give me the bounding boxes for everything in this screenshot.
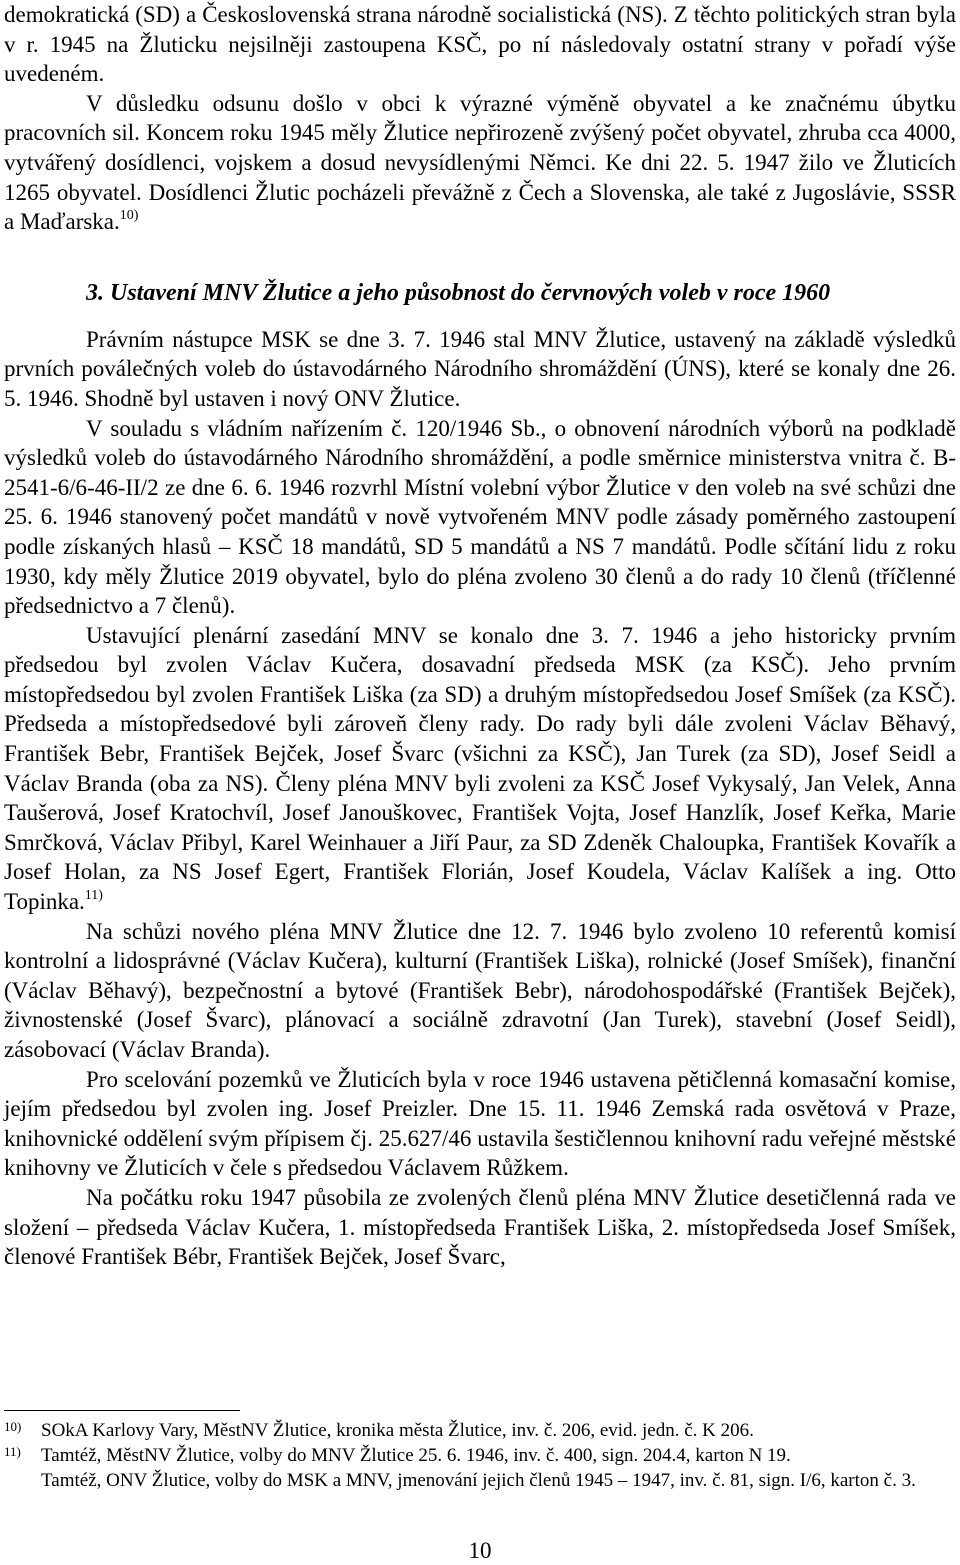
footnote-11-text: Tamtéž, MěstNV Žlutice, volby do MNV Žlutice 25. 6. 1946, inv. č. 400, sign. 204.4, karton N 19. (41, 1445, 791, 1466)
paragraph-5 (4, 621, 956, 917)
heading-spacer (4, 309, 956, 325)
paragraph-2 (4, 89, 956, 237)
footnote-11-number: 11) (4, 1444, 21, 1459)
footnotes (4, 1418, 956, 1493)
footnote-ref-10[interactable]: 10) (119, 208, 139, 224)
paragraph-4-text: V souladu s vládním nařízením č. 120/1946 Sb., o obnovení národních výborů na podkladě výsledků voleb do ústavodárného Národního shromáždění, a podle směrnice ministerstva vnitra č. B-2541-6/6-46-II/2 ze dne 6. 6. 1946 rozvrhl Místní volební výbor Žlutice v den voleb na své schůzi dne 25. 6. 1946 stanovený počet mandátů v nově vytvořeném MNV podle zásady poměrného zastoupení podle získaných hlasů – KSČ 18 mandátů, SD 5 mandátů a NS 7 mandátů. Podle sčítání lidu z roku 1930, kdy měly Žlutice 2019 obyvatel, bylo do pléna zvoleno 30 členů a do rady 10 členů (tříčlenné předsednictvo a 7 členů). (4, 415, 956, 619)
paragraph-1-text: demokratická (SD) a Československá strana národně socialistická (NS). Z těchto politických stran byla v r. 1945 na Žluticku nejsilněji zastoupena KSČ, po ní následovaly ostatní strany v pořadí výše uvedeném. (4, 2, 956, 87)
paragraph-7-text: Pro scelování pozemků ve Žluticích byla v roce 1946 ustavena pětičlenná komasační komise, jejím předsedou byl zvolen ing. Josef Preizler. Dne 15. 11. 1946 Zemská rada osvětová v Praze, knihovnické oddělení svým přípisem čj. 25.627/46 ustavila šestičlennou knihovní radu veřejné městské knihovny ve Žluticích v čele s předsedou Václavem Růžkem. (4, 1066, 956, 1181)
footnote-ref-11[interactable]: 11) (84, 888, 103, 904)
footnote-10-number: 10) (4, 1419, 22, 1434)
footnote-divider (4, 1410, 240, 1411)
footnote-11-text-continued: Tamtéž, ONV Žlutice, volby do MSK a MNV, jmenování jejich členů 1945 – 1947, inv. č. 81, sign. I/6, karton č. 3. (41, 1470, 916, 1491)
body-text (4, 0, 956, 1272)
section-heading: 3. Ustavení MNV Žlutice a jeho působnost do červnových voleb v roce 1960 (86, 279, 831, 306)
paragraph-3 (4, 325, 956, 414)
paragraph-6 (4, 917, 956, 1065)
paragraph-5-text: Ustavující plenární zasedání MNV se konalo dne 3. 7. 1946 a jeho historicky prvním předsedou byl zvolen Václav Kučera, dosavadní předseda MSK (za KSČ). Jeho prvním místopředsedou byl zvolen František Liška (za SD) a druhým místopředsedou Josef Smíšek (za KSČ). Předseda a místopředsedové byli zároveň členy rady. Do rady byli dále zvoleni Václav Běhavý, František Bebr, František Bejček, Josef Švarc (všichni za KSČ), Jan Turek (za SD), Josef Seidl a Václav Branda (oba za NS). Členy pléna MNV byli zvoleni za KSČ Josef Vykysalý, Jan Velek, Anna Taušerová, Josef Kratochvíl, Josef Janouškovec, František Vojta, Josef Hanzlík, Josef Keřka, Marie Smrčková, Václav Přibyl, Karel Weinhauer a Jiří Paur, za SD Zdeněk Chaloupka, František Kovařík a Josef Holan, za NS Josef Egert, František Florián, Josef Koudela, Václav Kalíšek a ing. Otto Topinka. (4, 622, 956, 915)
paragraph-4 (4, 414, 956, 621)
paragraph-2-text: V důsledku odsunu došlo v obci k výrazné výměně obyvatel a ke značnému úbytku pracovních sil. Koncem roku 1945 měly Žlutice nepřirozeně zvýšený počet obyvatel, zhruba cca 4000, vytvářený dosídlenci, vojskem a dosud nevysídlenými Němci. Ke dni 22. 5. 1947 žilo ve Žluticích 1265 obyvatel. Dosídlenci Žlutic pocházeli převážně z Čech a Slovenska, ale také z Jugoslávie, SSSR a Maďarska. (4, 90, 956, 235)
paragraph-7 (4, 1065, 956, 1183)
footnote-10 (4, 1418, 956, 1443)
section-spacer (4, 237, 956, 277)
paragraph-8 (4, 1183, 956, 1272)
paragraph-8-text: Na počátku roku 1947 působila ze zvolených členů pléna MNV Žlutice desetičlenná rada ve složení – předseda Václav Kučera, 1. místopředseda František Liška, 2. místopředseda Josef Smíšek, členové František Bébr, František Bejček, Josef Švarc, (4, 1184, 956, 1270)
paragraph-3-text: Právním nástupce MSK se dne 3. 7. 1946 stal MNV Žlutice, ustavený na základě výsledků prvních poválečných voleb do ústavodárného Národního shromáždění (ÚNS), které se konaly dne 26. 5. 1946. Shodně byl ustaven i nový ONV Žlutice. (4, 326, 956, 411)
page-number: 10 (468, 1538, 492, 1563)
paragraph-6-text: Na schůzi nového pléna MNV Žlutice dne 12. 7. 1946 bylo zvoleno 10 referentů komisí kontrolní a lidosprávné (Václav Kučera), kulturní (František Liška), rolnické (Josef Smíšek), finanční (Václav Běhavý), bezpečnostní a bytové (František Bebr), národohospodářské (František Bejček), živnostenské (Josef Švarc), plánovací a sociálně zdravotní (Jan Turek), stavební (Josef Seidl), zásobovací (Václav Branda). (4, 918, 956, 1062)
footnote-11 (4, 1443, 956, 1493)
paragraph-1 (4, 0, 956, 89)
footnote-10-text: SOkA Karlovy Vary, MěstNV Žlutice, kronika města Žlutice, inv. č. 206, evid. jedn. č. K 206. (41, 1420, 754, 1441)
